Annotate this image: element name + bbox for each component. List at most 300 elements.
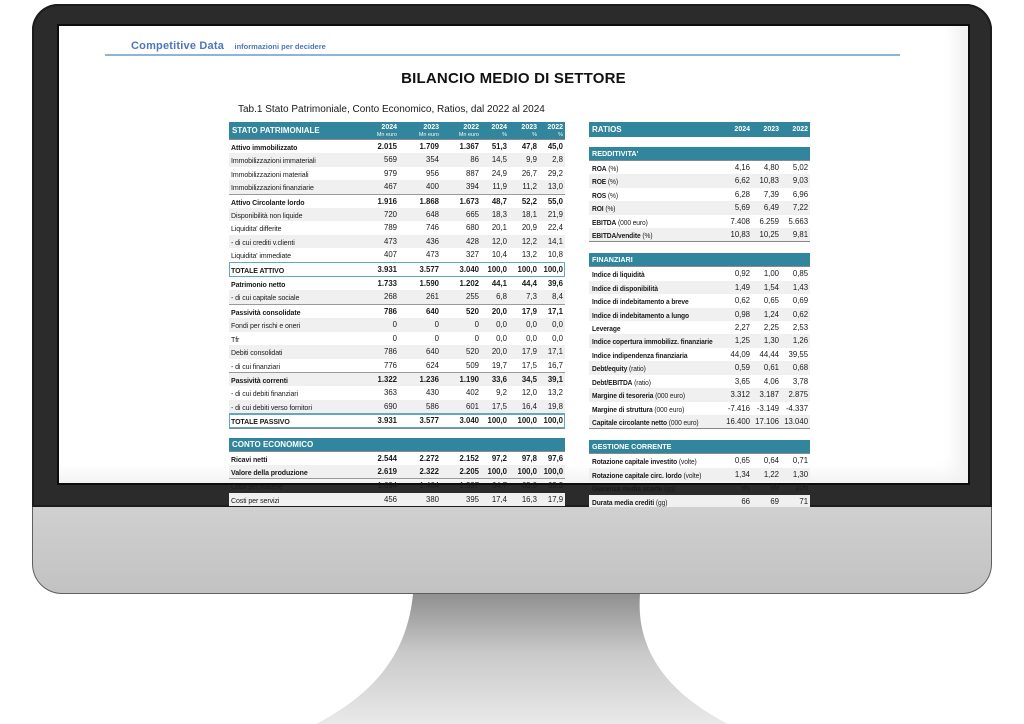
- table-row: [229, 359, 565, 373]
- row-value: 12,0: [481, 235, 509, 248]
- row-value: 7,39: [763, 189, 779, 199]
- row-value: 0,0: [539, 318, 565, 331]
- row-label: [229, 465, 359, 479]
- row-value: 3,65: [734, 376, 750, 386]
- row-value: 12,0: [521, 388, 537, 398]
- row-value: 1.322: [359, 372, 399, 386]
- row-value: 473: [425, 250, 439, 260]
- row-label: [589, 481, 723, 494]
- row-value: 979: [383, 168, 397, 178]
- unit-label: %: [558, 131, 563, 138]
- row-value: 786: [359, 345, 399, 358]
- row-value: 39,1: [539, 372, 565, 386]
- row-label-suffix: (000 euro): [616, 217, 648, 227]
- year-column-header: [359, 122, 399, 140]
- row-label-text: Debiti consolidati: [231, 348, 283, 358]
- row-value: 2.322: [399, 465, 441, 479]
- row-value: 0,0: [481, 318, 509, 331]
- row-value: 0: [441, 318, 481, 331]
- row-value: 17,5: [481, 400, 509, 414]
- row-label: [589, 228, 723, 242]
- row-label: [229, 221, 359, 234]
- row-label-suffix: (%): [606, 164, 619, 173]
- table-row: [589, 495, 810, 508]
- row-value: 786: [359, 304, 399, 318]
- row-value: 1,34: [723, 468, 752, 481]
- section-header: [589, 253, 810, 267]
- row-value: 6,49: [752, 201, 781, 214]
- unit-label: Mn euro: [458, 131, 479, 138]
- row-value: 720: [359, 208, 399, 221]
- year-label: 2024: [381, 123, 397, 131]
- row-label-text: Immobilizzazioni immateriali: [231, 156, 316, 166]
- row-value: 0: [399, 318, 441, 331]
- row-label: [229, 167, 359, 180]
- row-value: 17,5: [521, 360, 537, 370]
- table-row: [589, 468, 810, 481]
- row-value: 9,81: [781, 228, 810, 242]
- row-label: [229, 345, 359, 358]
- row-label-text: Rotazione capitale investito (volte): [592, 457, 697, 467]
- row-value: 24,9: [491, 168, 507, 178]
- row-value: 18,1: [509, 208, 539, 221]
- row-value: 0,0: [552, 333, 563, 343]
- table-row: [229, 345, 565, 358]
- row-label-suffix: (gg): [662, 484, 676, 494]
- row-label-text: Costi per servizi: [231, 495, 280, 505]
- row-label: [229, 180, 359, 194]
- row-label: [229, 400, 359, 414]
- row-value: 64,7: [491, 481, 507, 491]
- row-value: 1,22: [752, 468, 781, 481]
- row-value: 586: [399, 400, 441, 414]
- row-label: [229, 248, 359, 262]
- row-label-text: Fondi per rischi e oneri: [231, 321, 301, 331]
- table-row: [229, 493, 565, 506]
- row-value: 16,4: [509, 400, 539, 414]
- row-value: 354: [399, 153, 441, 166]
- row-value: 44,09: [730, 349, 750, 359]
- table-row: [229, 304, 565, 318]
- row-label-text: Debt/equity (ratio): [592, 364, 646, 374]
- section-title: FINANZIARI: [589, 253, 810, 267]
- row-value: 100,0: [509, 262, 539, 276]
- row-value: 407: [383, 250, 397, 260]
- row-label-text: - di cui finanziari: [231, 361, 280, 371]
- row-label-suffix: (volte): [681, 470, 702, 480]
- row-value: 0,0: [496, 333, 507, 343]
- row-value: 1,00: [752, 267, 781, 281]
- row-value: 16,3: [509, 493, 539, 506]
- row-label-text: Immobilizzazioni materiali: [231, 169, 309, 179]
- row-value: 51,3: [481, 140, 509, 154]
- row-label-text: Patrimonio netto: [231, 280, 286, 290]
- ratios-sections: [589, 147, 810, 522]
- table-row: [589, 334, 810, 347]
- table-row: [589, 228, 810, 242]
- row-label: [589, 294, 723, 307]
- row-value: 17,1: [539, 304, 565, 318]
- table-row: [229, 414, 565, 428]
- table-row: [589, 402, 810, 415]
- table-row: [229, 235, 565, 248]
- row-label: [589, 415, 723, 429]
- row-label: [589, 188, 723, 201]
- row-value: 16.400: [723, 415, 752, 429]
- row-label-text: - di cui capitale sociale: [231, 293, 300, 303]
- row-value: 520: [441, 345, 481, 358]
- row-value: 2.015: [359, 140, 399, 154]
- row-value: 69: [752, 495, 781, 508]
- row-value: 1.673: [441, 194, 481, 208]
- row-label-text: - di cui debiti finanziari: [231, 389, 299, 399]
- row-label: [589, 468, 723, 481]
- table-row: [589, 321, 810, 334]
- table-row: [229, 451, 565, 465]
- row-value: 261: [399, 290, 441, 304]
- row-label: [229, 194, 359, 208]
- row-label: [229, 479, 359, 493]
- year-label: 2022: [463, 123, 479, 131]
- row-value: 97,8: [509, 451, 539, 465]
- row-value: 1,54: [752, 281, 781, 294]
- row-value: 0: [474, 333, 479, 343]
- row-value: 63,0: [521, 481, 537, 491]
- row-value: 13.040: [781, 415, 810, 429]
- row-value: 1.367: [441, 140, 481, 154]
- row-value: 776: [383, 360, 397, 370]
- row-label-text: Immobilizzazioni finanziarie: [231, 183, 314, 193]
- ratios-header-table: [589, 122, 810, 137]
- row-value: 45,0: [539, 140, 565, 154]
- row-label-text: ROS (%): [592, 190, 618, 200]
- row-value: 100,0: [481, 262, 509, 276]
- table-row: [589, 308, 810, 321]
- row-value: 16,7: [547, 360, 563, 370]
- row-value: 47,8: [509, 140, 539, 154]
- spacer: [229, 429, 565, 438]
- row-label-text: Passività consolidate: [231, 307, 301, 317]
- table-row: [589, 267, 810, 281]
- row-value: 0,59: [723, 361, 752, 374]
- row-value: 380: [399, 493, 441, 506]
- row-value: 456: [359, 493, 399, 506]
- row-value: 467: [359, 180, 399, 194]
- row-label-text: Attivo Circolante lordo: [231, 197, 305, 207]
- row-value: 1.709: [399, 140, 441, 154]
- row-value: 1.236: [399, 372, 441, 386]
- row-value: 10,83: [723, 228, 752, 242]
- table-row: [229, 248, 565, 262]
- unit-label: Mn euro: [376, 131, 397, 138]
- row-value: 17,4: [481, 493, 509, 506]
- row-value: -7.416: [727, 403, 750, 413]
- row-value: 0,61: [752, 361, 781, 374]
- row-value: 1.916: [359, 194, 399, 208]
- row-value: 19,8: [539, 400, 565, 414]
- row-value: 1.464: [419, 481, 439, 491]
- row-label: [229, 451, 359, 465]
- row-value: 9,03: [781, 174, 810, 187]
- row-value: 0,85: [781, 267, 810, 281]
- row-value: 66: [723, 495, 752, 508]
- row-value: 10,83: [752, 174, 781, 187]
- row-value: 6.259: [759, 216, 779, 226]
- row-label: [589, 281, 723, 294]
- year-column-header: [441, 122, 481, 140]
- spacer: [589, 242, 810, 253]
- row-label: [229, 235, 359, 248]
- row-value: 2,53: [792, 323, 809, 333]
- row-value: 3.040: [441, 262, 481, 276]
- table-row: [589, 388, 810, 401]
- row-value: 0: [434, 333, 439, 343]
- row-label-text: EBITDA/vendite (%): [592, 231, 653, 241]
- row-label-text: ROE (%): [592, 177, 618, 187]
- row-label: [589, 161, 723, 175]
- row-value: 436: [399, 235, 441, 248]
- row-label: [229, 277, 359, 291]
- row-value: 14,1: [539, 235, 565, 248]
- row-label: [589, 348, 723, 361]
- row-label-text: Liquidita' differite: [231, 224, 282, 234]
- table-row: [229, 372, 565, 386]
- stato-patrimoniale-table: [229, 122, 565, 429]
- row-value: 2.205: [441, 465, 481, 479]
- row-value: 1,26: [781, 334, 810, 347]
- row-value: 3.187: [752, 388, 781, 401]
- table-row: [589, 174, 810, 187]
- row-value: 0,0: [509, 318, 539, 331]
- row-value: 430: [425, 388, 439, 398]
- row-value: 11,2: [509, 180, 539, 194]
- row-label-text: Indice copertura immobilizz. finanziarie: [592, 337, 713, 347]
- row-label: [589, 495, 723, 508]
- row-value: 13,2: [521, 250, 537, 260]
- row-value: 2,8: [539, 153, 565, 166]
- row-value: 17,9: [509, 304, 539, 318]
- row-label: [589, 388, 723, 401]
- row-value: 2.619: [359, 465, 399, 479]
- row-value: 2.152: [441, 451, 481, 465]
- row-value: 0,65: [763, 296, 779, 306]
- table-row: [229, 386, 565, 399]
- table-row: [589, 201, 810, 214]
- row-label-text: Indice di disponibilità: [592, 283, 658, 293]
- table-row: [589, 215, 810, 228]
- row-value: 5.663: [788, 216, 809, 226]
- row-value: 0,62: [734, 296, 750, 306]
- row-label: [229, 493, 359, 506]
- row-value: 394: [441, 180, 481, 194]
- row-label: [589, 174, 723, 187]
- unit-label: Mn euro: [418, 131, 439, 138]
- row-value: 3.577: [399, 414, 441, 428]
- row-value: 1,25: [723, 334, 752, 347]
- right-column: [589, 122, 810, 522]
- row-value: 33,6: [481, 372, 509, 386]
- row-value: 3.312: [723, 388, 752, 401]
- row-label-suffix: (gg): [654, 497, 668, 507]
- ratios-header: [589, 122, 810, 137]
- row-label-text: TOTALE PASSIVO: [231, 417, 290, 427]
- row-label-text: Debt/EBITDA (ratio): [592, 377, 651, 387]
- row-value: 8,4: [539, 290, 565, 304]
- row-value: 746: [425, 223, 439, 233]
- row-value: 4,16: [723, 161, 752, 175]
- row-value: 52,2: [509, 194, 539, 208]
- table-row: [589, 481, 810, 494]
- row-label: [589, 215, 723, 228]
- row-value: 1.694: [377, 481, 397, 491]
- row-value: 18,3: [481, 208, 509, 221]
- table-row: [589, 281, 810, 294]
- row-label-text: TOTALE ATTIVO: [231, 265, 285, 275]
- brand-logo: [131, 36, 326, 54]
- row-label: [589, 267, 723, 281]
- row-value: 428: [441, 235, 481, 248]
- row-label: [229, 372, 359, 386]
- section-title: REDDITIVITA': [589, 147, 810, 161]
- row-label: [229, 332, 359, 345]
- row-label-suffix: (volte): [677, 457, 697, 467]
- conto-economico-header: [229, 438, 565, 452]
- row-value: 0,64: [752, 454, 781, 468]
- row-value: 17,9: [539, 493, 565, 506]
- brand-tagline: informazioni per decidere: [234, 42, 326, 51]
- row-value: 956: [425, 168, 439, 178]
- conto-economico-title: CONTO ECONOMICO: [229, 438, 565, 452]
- row-label-text: Durata media crediti (gg): [592, 497, 668, 507]
- row-value: 0: [359, 318, 399, 331]
- year-label: 2023: [423, 123, 439, 131]
- row-value: 1,43: [781, 281, 810, 294]
- row-label-text: Indice di indebitamento a breve: [592, 297, 689, 307]
- page-title: BILANCIO MEDIO DI SETTORE: [401, 70, 626, 87]
- row-label-suffix: (%): [606, 190, 618, 200]
- row-label-text: Attivo immobilizzato: [231, 143, 298, 152]
- row-value: 0,0: [526, 333, 537, 343]
- row-value: 63,3: [547, 481, 564, 491]
- row-value: 86: [441, 153, 481, 166]
- row-value: 10,25: [752, 228, 781, 242]
- row-value: 100,0: [539, 414, 565, 428]
- row-value: 1.733: [359, 277, 399, 291]
- row-value: 327: [465, 250, 479, 260]
- row-value: 95: [741, 483, 750, 493]
- row-value: 0: [392, 333, 397, 343]
- row-value: 6,28: [734, 189, 750, 199]
- row-value: 71: [781, 495, 810, 508]
- row-value: 3,78: [792, 376, 809, 386]
- row-label-text: Indice di indebitamento a lungo: [592, 310, 689, 320]
- row-value: 39,55: [788, 349, 809, 359]
- row-label-text: EBITDA (000 euro): [592, 217, 648, 227]
- section-header: [589, 147, 810, 161]
- row-label-text: - di cui crediti v.clienti: [231, 237, 295, 247]
- row-value: 9,2: [496, 388, 507, 398]
- row-value: 1.590: [399, 277, 441, 291]
- row-value: 255: [441, 290, 481, 304]
- row-label-text: Tfr: [231, 334, 240, 344]
- table-row: [229, 167, 565, 180]
- row-value: 100,0: [539, 262, 565, 276]
- row-label-text: Indice indipendenza finanziaria: [592, 350, 688, 360]
- row-value: 17.106: [752, 415, 781, 429]
- table-row: [229, 332, 565, 345]
- row-value: 55,0: [539, 194, 565, 208]
- year-label: 2024: [491, 123, 507, 131]
- monitor-stand: [300, 594, 740, 724]
- row-value: 48,7: [481, 194, 509, 208]
- row-value: 0,69: [792, 296, 809, 306]
- row-value: 640: [399, 304, 441, 318]
- table-row: [229, 208, 565, 221]
- row-value: 3.931: [359, 262, 399, 276]
- row-label-text: Passività correnti: [231, 375, 288, 385]
- table-row: [589, 415, 810, 429]
- row-value: 44,1: [481, 277, 509, 291]
- row-value: 2.272: [399, 451, 441, 465]
- row-label: [589, 321, 723, 334]
- row-value: 1.868: [399, 194, 441, 208]
- row-label-suffix: (000 euro): [652, 404, 685, 414]
- row-value: 395: [441, 493, 481, 506]
- row-label: [589, 375, 723, 388]
- row-value: 640: [399, 345, 441, 358]
- row-value: 97,2: [481, 451, 509, 465]
- spacer: [589, 137, 810, 147]
- row-value: 2,27: [734, 323, 750, 333]
- year-column-header: 2024: [723, 122, 752, 137]
- row-label-text: Ricavi netti: [231, 454, 268, 464]
- row-label-text: Capitale circolante netto (000 euro): [592, 417, 699, 427]
- section-title: GESTIONE CORRENTE: [589, 440, 810, 454]
- table-row: [589, 348, 810, 361]
- row-value: 0,71: [781, 454, 810, 468]
- row-label: [229, 318, 359, 331]
- row-value: 680: [465, 223, 479, 233]
- row-label-text: Leverage: [592, 324, 621, 334]
- row-value: 44,44: [759, 349, 779, 359]
- row-label-text: Liquidita' immediate: [231, 251, 291, 261]
- row-label: [229, 208, 359, 221]
- row-value: 690: [359, 400, 399, 414]
- row-value: 624: [425, 360, 439, 370]
- table-caption: Tab.1 Stato Patrimoniale, Conto Economico, Ratios, dal 2022 al 2024: [238, 104, 545, 115]
- row-value: 402: [465, 388, 479, 398]
- row-label-text: Margine di struttura (000 euro): [592, 404, 685, 414]
- row-value: 22,4: [547, 223, 563, 233]
- row-value: 10,8: [547, 250, 563, 260]
- row-value: 99: [770, 483, 779, 493]
- row-value: 5,02: [781, 161, 810, 175]
- row-value: 100,0: [539, 465, 565, 479]
- ratios-section-table: [589, 253, 810, 429]
- row-value: -4.337: [785, 403, 809, 413]
- table-row: [229, 290, 565, 304]
- row-value: 4,80: [752, 161, 781, 175]
- row-label: [229, 304, 359, 318]
- row-value: 6,96: [792, 189, 809, 199]
- row-value: 20,0: [481, 345, 509, 358]
- row-value: 20,0: [481, 304, 509, 318]
- row-value: 97,6: [539, 451, 565, 465]
- row-value: 1,24: [752, 308, 781, 321]
- row-value: 7.408: [730, 216, 750, 226]
- row-value: 648: [399, 208, 441, 221]
- row-value: 0,65: [723, 454, 752, 468]
